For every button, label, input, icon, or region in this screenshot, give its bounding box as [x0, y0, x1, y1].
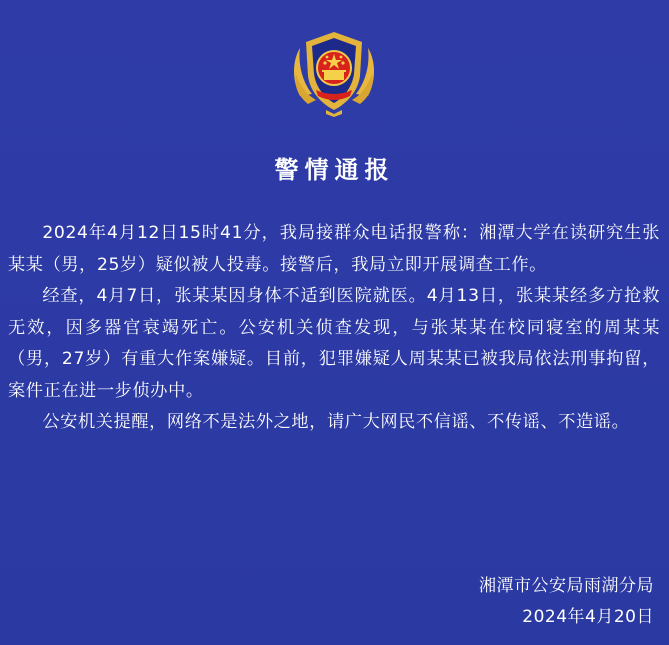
notice-body	[8, 218, 660, 439]
notice-title: 警情通报	[274, 156, 395, 184]
notice-paragraph-1: 2024年4月12日15时41分，我局接群众电话报警称：湘潭大学在读研究生张某某（男，25岁）疑似被人投毒。接警后，我局立即开展调查工作。	[8, 223, 660, 275]
notice-signature	[479, 571, 654, 633]
notice-paragraph-2: 经查，4月7日，张某某因身体不适到医院就医。4月13日，张某某经多方抢救无效，因多器官衰竭死亡。公安机关侦查发现，与张某某在校同寝室的周某某（男，27岁）有重大作案嫌疑。目前，犯罪嫌疑人周某某已被我局依法刑事拘留，案件正在进一步侦办中。	[8, 286, 660, 401]
notice-paragraph-3: 公安机关提醒，网络不是法外之地，请广大网民不信谣、不传谣、不造谣。	[42, 412, 630, 432]
police-emblem-icon	[286, 26, 382, 118]
issue-date: 2024年4月20日	[522, 607, 654, 627]
issuer-name: 湘潭市公安局雨湖分局	[479, 576, 654, 596]
